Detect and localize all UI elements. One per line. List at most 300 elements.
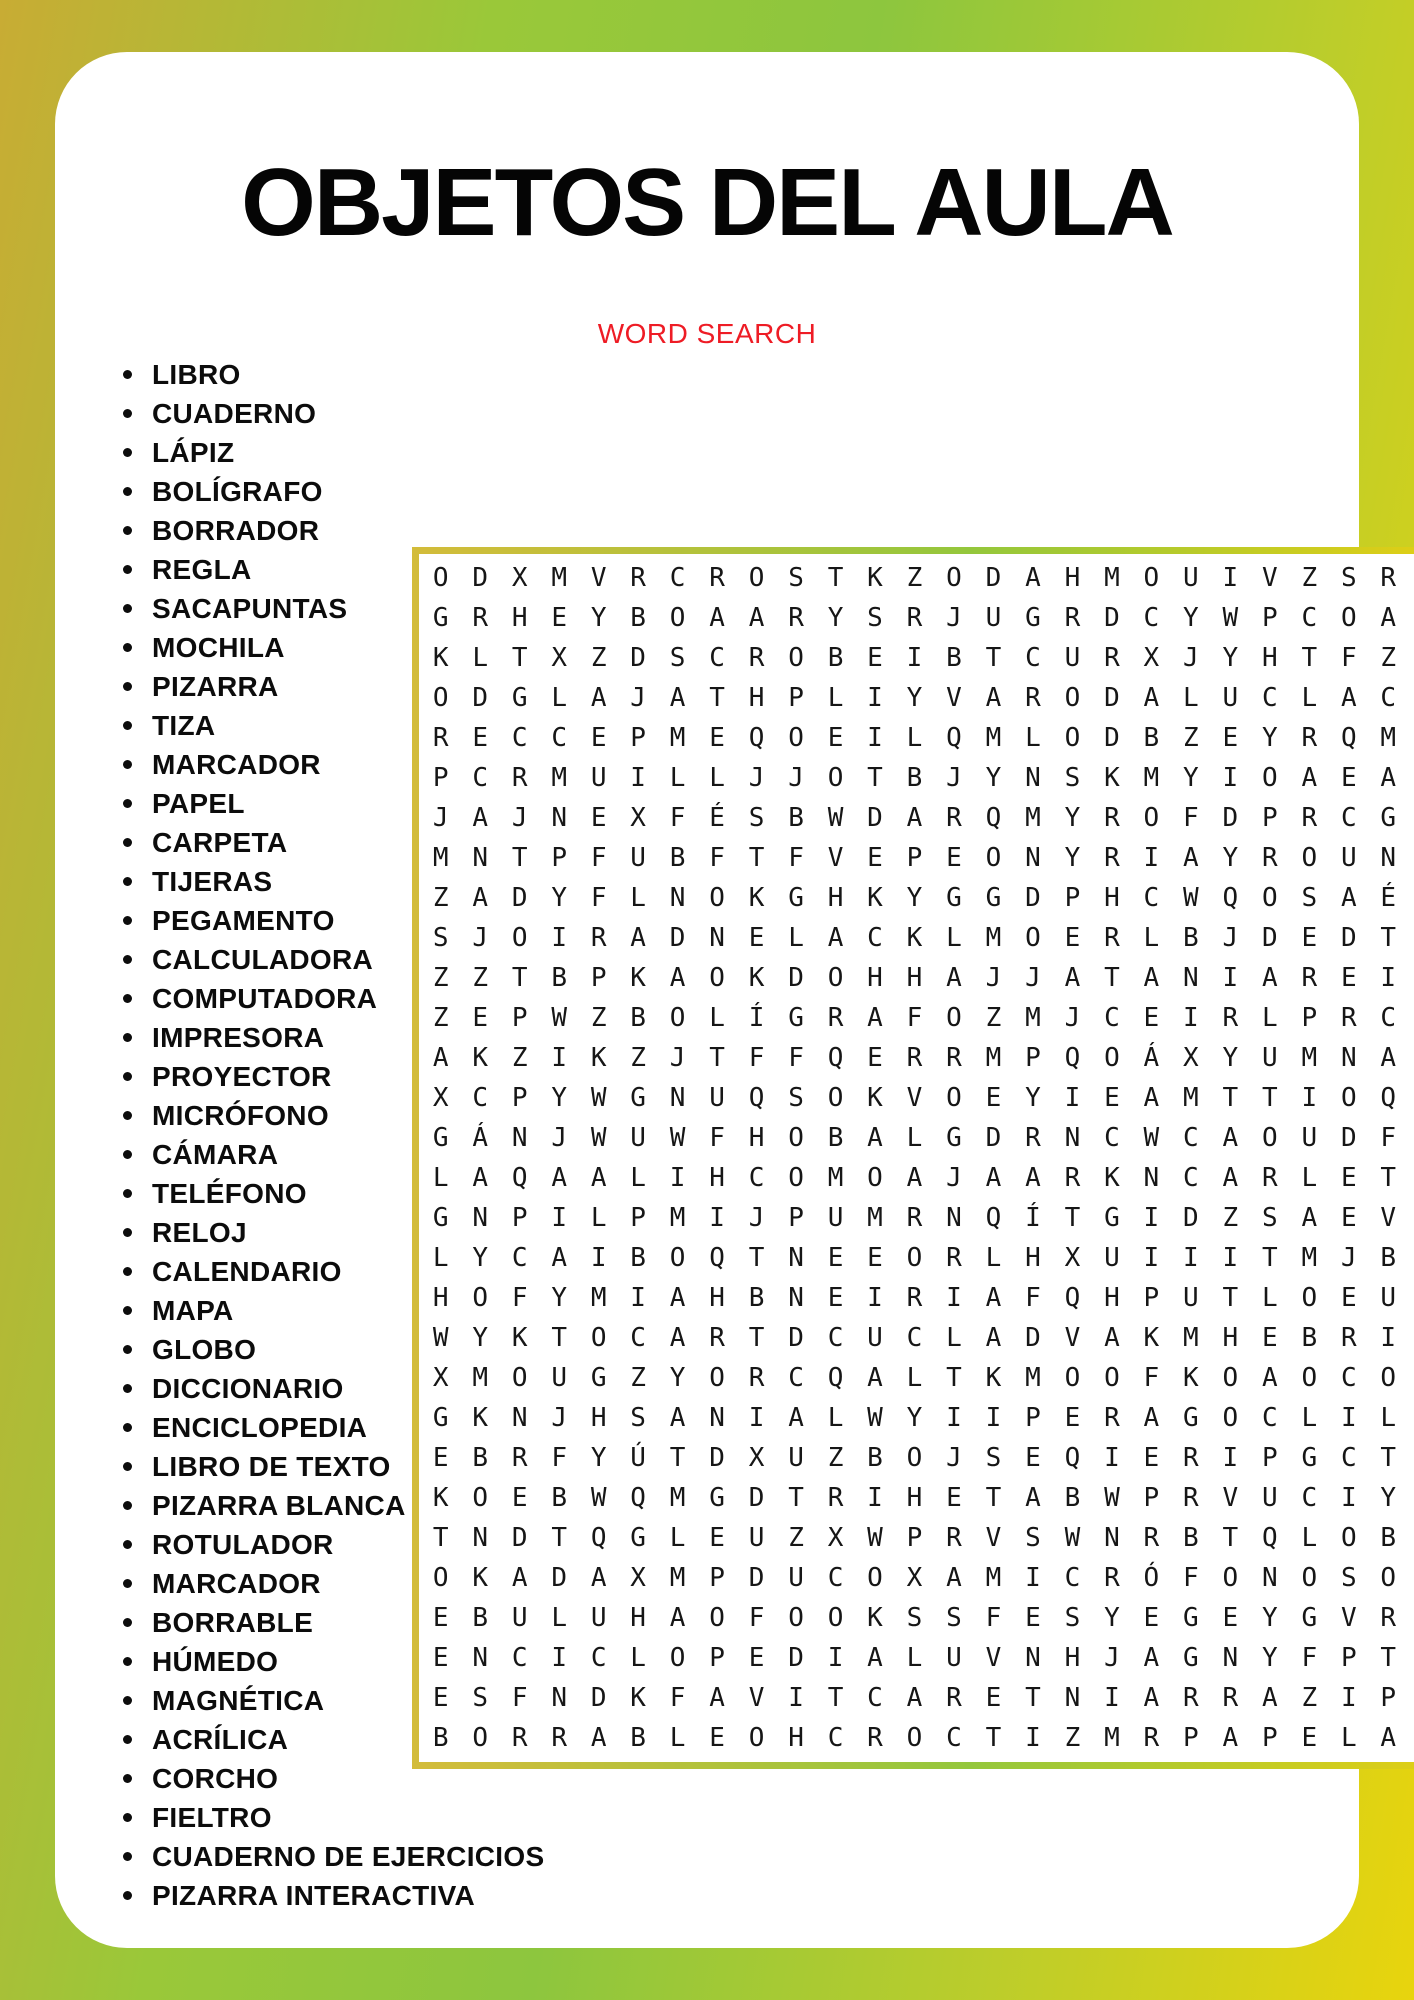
grid-letter: A: [551, 1243, 567, 1273]
grid-letter: C: [867, 1683, 883, 1713]
grid-letter: U: [709, 1083, 725, 1113]
grid-letter: C: [472, 763, 489, 793]
grid-letter: N: [1261, 1563, 1278, 1593]
grid-letter: N: [709, 923, 725, 953]
grid-letter: D: [1104, 683, 1120, 713]
grid-letter: P: [1143, 1283, 1160, 1313]
grid-letter: J: [946, 1443, 962, 1473]
grid-letter: E: [748, 1643, 765, 1673]
grid-letter: T: [1104, 963, 1120, 993]
grid-letter: X: [748, 1443, 765, 1473]
grid-letter: N: [788, 1283, 804, 1313]
grid-letter: D: [472, 563, 489, 593]
grid-letter: S: [1340, 1563, 1357, 1593]
grid-letter: P: [630, 1203, 646, 1233]
grid-letter: A: [1025, 563, 1041, 593]
grid-letter: O: [1380, 1363, 1397, 1393]
bullet-icon: [123, 760, 132, 769]
grid-letter: D: [748, 1563, 765, 1593]
bullet-icon: [123, 1462, 132, 1471]
grid-letter: A: [946, 963, 962, 993]
grid-letter: C: [1183, 1163, 1199, 1193]
grid-letter: A: [1183, 843, 1199, 873]
grid-letter: X: [906, 1563, 923, 1593]
grid-letter: P: [590, 963, 607, 993]
grid-letter: C: [748, 1163, 765, 1193]
grid-letter: W: [590, 1083, 607, 1113]
grid-letter: O: [1340, 1523, 1357, 1553]
grid-letter: W: [827, 803, 844, 833]
grid-letter: K: [748, 963, 765, 993]
grid-letter: K: [1143, 1323, 1160, 1353]
bullet-icon: [123, 409, 132, 418]
grid-letter: A: [1340, 683, 1357, 713]
grid-letter: D: [511, 883, 528, 913]
grid-letter: L: [906, 1363, 923, 1393]
grid-letter: D: [788, 963, 804, 993]
grid-letter: Q: [946, 723, 962, 753]
grid-letter: F: [985, 1603, 1002, 1633]
grid-letter: R: [748, 1363, 765, 1393]
grid-letter: C: [867, 923, 883, 953]
grid-letter: L: [590, 1203, 607, 1233]
grid-letter: O: [1064, 683, 1081, 713]
word-label: CARPETA: [152, 826, 288, 858]
grid-letter: O: [1222, 1563, 1239, 1593]
grid-letter: A: [1025, 1483, 1041, 1513]
grid-letter: S: [906, 1603, 923, 1633]
grid-letter: J: [1222, 923, 1239, 953]
grid-letter: A: [1301, 1203, 1318, 1233]
grid-letter: M: [1380, 723, 1397, 753]
grid-letter: B: [867, 1443, 883, 1473]
grid-letter: B: [630, 1243, 646, 1273]
grid-letter: L: [827, 683, 844, 713]
grid-letter: U: [1301, 1123, 1318, 1153]
grid-letter: Q: [985, 1203, 1002, 1233]
word-label: TELÉFONO: [152, 1177, 307, 1209]
grid-letter: M: [472, 1363, 489, 1393]
grid-letter: Y: [1222, 1043, 1239, 1073]
grid-letter: I: [709, 1203, 725, 1233]
grid-letter: R: [1104, 843, 1120, 873]
grid-letter: T: [1261, 1243, 1278, 1273]
grid-letter: K: [1183, 1363, 1199, 1393]
word-label: MARCADOR: [152, 748, 321, 780]
grid-letter: I: [946, 1403, 962, 1433]
bullet-icon: [123, 1111, 132, 1120]
grid-letter: Ó: [1143, 1563, 1160, 1593]
grid-letter: Y: [1104, 1603, 1120, 1633]
grid-letter: I: [1104, 1683, 1120, 1713]
grid-letter: G: [1380, 803, 1397, 833]
word-label: FIELTRO: [152, 1801, 272, 1833]
grid-letter: A: [985, 683, 1002, 713]
grid-letter: L: [709, 763, 725, 793]
grid-letter: A: [906, 1683, 923, 1713]
bullet-icon: [123, 1189, 132, 1198]
grid-letter: G: [985, 883, 1002, 913]
grid-letter: Y: [1183, 763, 1199, 793]
grid-letter: I: [1143, 1203, 1160, 1233]
grid-letter: A: [1104, 1323, 1120, 1353]
grid-letter: D: [590, 1683, 607, 1713]
grid-letter: A: [1222, 1123, 1239, 1153]
grid-letter: P: [1064, 883, 1081, 913]
grid-letter: K: [472, 1563, 489, 1593]
grid-letter: E: [1301, 923, 1318, 953]
grid-letter: J: [630, 683, 646, 713]
grid-letter: E: [1104, 1083, 1120, 1113]
grid-letter: T: [1380, 1443, 1397, 1473]
word-label: BORRADOR: [152, 514, 320, 546]
grid-letter: O: [827, 763, 844, 793]
grid-letter: I: [1340, 1483, 1357, 1513]
grid-letter: E: [827, 1243, 844, 1273]
grid-letter: U: [1183, 1283, 1199, 1313]
grid-letter: V: [1340, 1603, 1357, 1633]
grid-letter: P: [1261, 803, 1278, 833]
grid-letter: S: [1301, 883, 1318, 913]
grid-letter: L: [669, 763, 686, 793]
grid-letter: C: [1261, 1403, 1278, 1433]
grid-letter: F: [669, 803, 686, 833]
grid-letter: Y: [1380, 1483, 1397, 1513]
word-label: MAGNÉTICA: [152, 1684, 325, 1716]
grid-letter: B: [630, 1003, 646, 1033]
grid-letter: O: [946, 1083, 962, 1113]
grid-letter: U: [827, 1203, 844, 1233]
grid-letter: U: [867, 1323, 883, 1353]
grid-letter: E: [1261, 1323, 1278, 1353]
content-card: [55, 52, 1397, 1948]
word-list-item: [123, 355, 683, 394]
grid-letter: N: [1340, 1043, 1357, 1073]
grid-letter: R: [1380, 563, 1397, 593]
grid-letter: N: [551, 1683, 567, 1713]
word-list-item: [123, 433, 683, 472]
grid-letter: Z: [432, 1003, 449, 1033]
bullet-icon: [123, 916, 132, 925]
word-label: REGLA: [152, 553, 252, 585]
grid-letter: C: [669, 563, 686, 593]
bullet-icon: [123, 1891, 132, 1900]
grid-letter: I: [669, 1163, 686, 1193]
grid-letter: H: [630, 1603, 646, 1633]
grid-letter: Q: [827, 1043, 844, 1073]
grid-letter: K: [432, 1483, 449, 1513]
grid-letter: H: [1222, 1323, 1239, 1353]
grid-letter: I: [1380, 963, 1397, 993]
grid-letter: M: [669, 1203, 686, 1233]
grid-letter: J: [551, 1123, 567, 1153]
grid-letter: L: [788, 923, 804, 953]
grid-letter: I: [551, 1643, 567, 1673]
grid-letter: Z: [1380, 643, 1397, 673]
word-label: SACAPUNTAS: [152, 592, 348, 624]
grid-letter: P: [1183, 1723, 1199, 1753]
grid-letter: M: [1143, 763, 1160, 793]
grid-letter: E: [472, 1003, 489, 1033]
grid-letter: G: [1301, 1443, 1318, 1473]
grid-letter: M: [985, 1043, 1002, 1073]
grid-letter: A: [590, 1163, 607, 1193]
grid-letter: B: [472, 1603, 489, 1633]
grid-letter: Y: [1025, 1083, 1041, 1113]
grid-letter: D: [511, 1523, 528, 1553]
grid-letter: N: [1222, 1643, 1239, 1673]
grid-letter: A: [669, 963, 686, 993]
grid-letter: T: [511, 963, 528, 993]
grid-letter: R: [906, 1283, 923, 1313]
grid-letter: K: [432, 643, 449, 673]
word-label: COMPUTADORA: [152, 982, 378, 1014]
grid-letter: D: [1340, 923, 1357, 953]
grid-letter: R: [1340, 1323, 1357, 1353]
grid-letter: M: [985, 923, 1002, 953]
grid-letter: J: [1340, 1243, 1357, 1273]
bullet-icon: [123, 1150, 132, 1159]
grid-letter: T: [748, 1323, 765, 1353]
grid-letter: O: [827, 1083, 844, 1113]
grid-letter: A: [551, 1163, 567, 1193]
grid-letter: E: [1025, 1603, 1041, 1633]
grid-letter: R: [827, 1483, 844, 1513]
grid-letter: I: [1222, 1443, 1239, 1473]
bullet-icon: [123, 565, 132, 574]
grid-letter: C: [1380, 1003, 1397, 1033]
grid-letter: T: [985, 1483, 1002, 1513]
grid-letter: I: [551, 923, 567, 953]
grid-letter: K: [630, 1683, 646, 1713]
grid-letter: I: [1143, 843, 1160, 873]
grid-letter: E: [1340, 763, 1357, 793]
grid-letter: O: [906, 1243, 923, 1273]
grid-letter: E: [827, 723, 844, 753]
grid-letter: K: [867, 1083, 883, 1113]
grid-letter: F: [748, 1043, 765, 1073]
grid-letter: U: [511, 1603, 528, 1633]
grid-letter: Z: [1301, 563, 1318, 593]
grid-letter: I: [1025, 1723, 1041, 1753]
grid-letter: B: [1380, 1523, 1397, 1553]
grid-letter: O: [867, 1563, 883, 1593]
grid-letter: N: [669, 883, 686, 913]
grid-letter: V: [906, 1083, 923, 1113]
grid-letter: J: [1025, 963, 1041, 993]
grid-letter: Z: [590, 643, 607, 673]
grid-letter: K: [1104, 1163, 1120, 1193]
grid-letter: H: [788, 1723, 804, 1753]
grid-letter: F: [748, 1603, 765, 1633]
grid-letter: O: [511, 1363, 528, 1393]
grid-letter: O: [906, 1443, 923, 1473]
grid-letter: É: [709, 803, 725, 833]
bullet-icon: [123, 1501, 132, 1510]
grid-letter: O: [1222, 1403, 1239, 1433]
grid-letter: P: [1261, 1443, 1278, 1473]
grid-letter: R: [1104, 923, 1120, 953]
grid-letter: R: [1104, 1403, 1120, 1433]
grid-letter: W: [867, 1403, 883, 1433]
grid-letter: R: [472, 603, 489, 633]
grid-letter: G: [1301, 1603, 1318, 1633]
grid-letter: L: [946, 1323, 962, 1353]
grid-letter: U: [551, 1363, 567, 1393]
grid-letter: O: [788, 1123, 804, 1153]
grid-letter: D: [1222, 803, 1239, 833]
grid-letter: J: [1104, 1643, 1120, 1673]
grid-letter: I: [1064, 1083, 1081, 1113]
grid-letter: O: [511, 923, 528, 953]
grid-letter: A: [590, 1563, 607, 1593]
grid-letter: G: [432, 1203, 449, 1233]
grid-letter: C: [788, 1363, 804, 1393]
grid-letter: J: [1064, 1003, 1081, 1033]
grid-letter: C: [1380, 683, 1397, 713]
grid-letter: Y: [1064, 843, 1081, 873]
grid-letter: A: [946, 1563, 962, 1593]
grid-letter: A: [1025, 1163, 1041, 1193]
grid-letter: D: [985, 1123, 1002, 1153]
grid-letter: O: [709, 963, 725, 993]
grid-letter: Q: [1222, 883, 1239, 913]
grid-letter: L: [551, 683, 567, 713]
grid-letter: O: [946, 563, 962, 593]
word-label: CÁMARA: [152, 1138, 279, 1170]
grid-letter: N: [1064, 1683, 1081, 1713]
grid-letter: F: [590, 843, 607, 873]
grid-letter: X: [432, 1083, 449, 1113]
grid-letter: U: [1380, 1283, 1397, 1313]
grid-letter: R: [1222, 1003, 1239, 1033]
grid-letter: A: [867, 1643, 883, 1673]
grid-letter: I: [867, 683, 883, 713]
grid-letter: S: [788, 563, 804, 593]
grid-letter: P: [1261, 603, 1278, 633]
grid-letter: Á: [1143, 1043, 1160, 1073]
grid-letter: E: [709, 1723, 725, 1753]
grid-letter: R: [1183, 1483, 1199, 1513]
word-label: BORRABLE: [152, 1606, 314, 1638]
grid-letter: B: [1301, 1323, 1318, 1353]
grid-letter: I: [946, 1283, 962, 1313]
grid-letter: I: [827, 1643, 844, 1673]
grid-letter: R: [1064, 1163, 1081, 1193]
grid-letter: P: [1261, 1723, 1278, 1753]
grid-letter: E: [1143, 1603, 1160, 1633]
word-label: CORCHO: [152, 1762, 279, 1794]
grid-letter: G: [946, 1123, 962, 1153]
grid-letter: H: [1064, 563, 1081, 593]
grid-letter: U: [1064, 643, 1081, 673]
grid-letter: E: [946, 843, 962, 873]
grid-letter: U: [985, 603, 1002, 633]
grid-letter: O: [946, 1003, 962, 1033]
grid-letter: V: [1261, 563, 1278, 593]
grid-letter: A: [1143, 1683, 1160, 1713]
grid-letter: C: [511, 1243, 528, 1273]
grid-letter: I: [1104, 1443, 1120, 1473]
grid-letter: U: [1222, 683, 1239, 713]
grid-letter: C: [1183, 1123, 1199, 1153]
grid-letter: F: [788, 843, 804, 873]
bullet-icon: [123, 1423, 132, 1432]
grid-letter: J: [748, 1203, 765, 1233]
grid-letter: O: [827, 1603, 844, 1633]
grid-letter: P: [906, 1523, 923, 1553]
word-label: CUADERNO: [152, 397, 317, 429]
grid-letter: D: [1104, 723, 1120, 753]
word-label: RELOJ: [152, 1216, 247, 1248]
grid-letter: P: [511, 1203, 528, 1233]
grid-letter: H: [906, 963, 923, 993]
grid-letter: M: [1025, 803, 1041, 833]
grid-letter: L: [1261, 1283, 1278, 1313]
grid-letter: C: [1025, 643, 1041, 673]
grid-letter: B: [551, 963, 567, 993]
grid-letter: L: [985, 1243, 1002, 1273]
grid-letter: I: [1183, 1243, 1199, 1273]
grid-letter: Q: [1340, 723, 1357, 753]
grid-letter: S: [788, 1083, 804, 1113]
grid-letter: E: [867, 643, 883, 673]
grid-letter: R: [630, 563, 646, 593]
grid-letter: O: [748, 563, 765, 593]
grid-letter: P: [551, 843, 567, 873]
grid-letter: V: [590, 563, 607, 593]
grid-letter: B: [1183, 1523, 1199, 1553]
grid-letter: P: [788, 683, 804, 713]
word-list-item: [123, 1876, 683, 1915]
grid-letter: Z: [630, 1363, 646, 1393]
grid-letter: S: [1025, 1523, 1041, 1553]
grid-letter: D: [1104, 603, 1120, 633]
grid-letter: L: [432, 1163, 449, 1193]
grid-letter: O: [906, 1723, 923, 1753]
grid-letter: C: [1104, 1003, 1120, 1033]
grid-letter: A: [472, 1163, 489, 1193]
grid-letter: F: [1025, 1283, 1041, 1313]
grid-letter: Z: [985, 1003, 1002, 1033]
grid-letter: H: [867, 963, 883, 993]
grid-letter: E: [472, 723, 489, 753]
grid-letter: A: [1380, 763, 1397, 793]
bullet-icon: [123, 1774, 132, 1783]
grid-letter: A: [827, 923, 844, 953]
grid-letter: H: [1261, 643, 1278, 673]
grid-letter: Q: [748, 1083, 765, 1113]
grid-letter: R: [709, 563, 725, 593]
grid-letter: O: [669, 1243, 686, 1273]
grid-letter: X: [630, 1563, 646, 1593]
grid-letter: M: [985, 723, 1002, 753]
grid-letter: C: [1143, 603, 1160, 633]
grid-letter: V: [1064, 1323, 1081, 1353]
bullet-icon: [123, 1072, 132, 1081]
grid-letter: B: [1064, 1483, 1081, 1513]
bullet-icon: [123, 1228, 132, 1237]
grid-letter: M: [1104, 1723, 1120, 1753]
grid-letter: Y: [551, 1283, 567, 1313]
grid-letter: E: [432, 1643, 449, 1673]
grid-letter: S: [867, 603, 883, 633]
grid-letter: S: [432, 923, 449, 953]
grid-letter: U: [1104, 1243, 1120, 1273]
grid-letter: I: [1222, 1243, 1239, 1273]
grid-letter: T: [1222, 1083, 1239, 1113]
grid-letter: F: [669, 1683, 686, 1713]
